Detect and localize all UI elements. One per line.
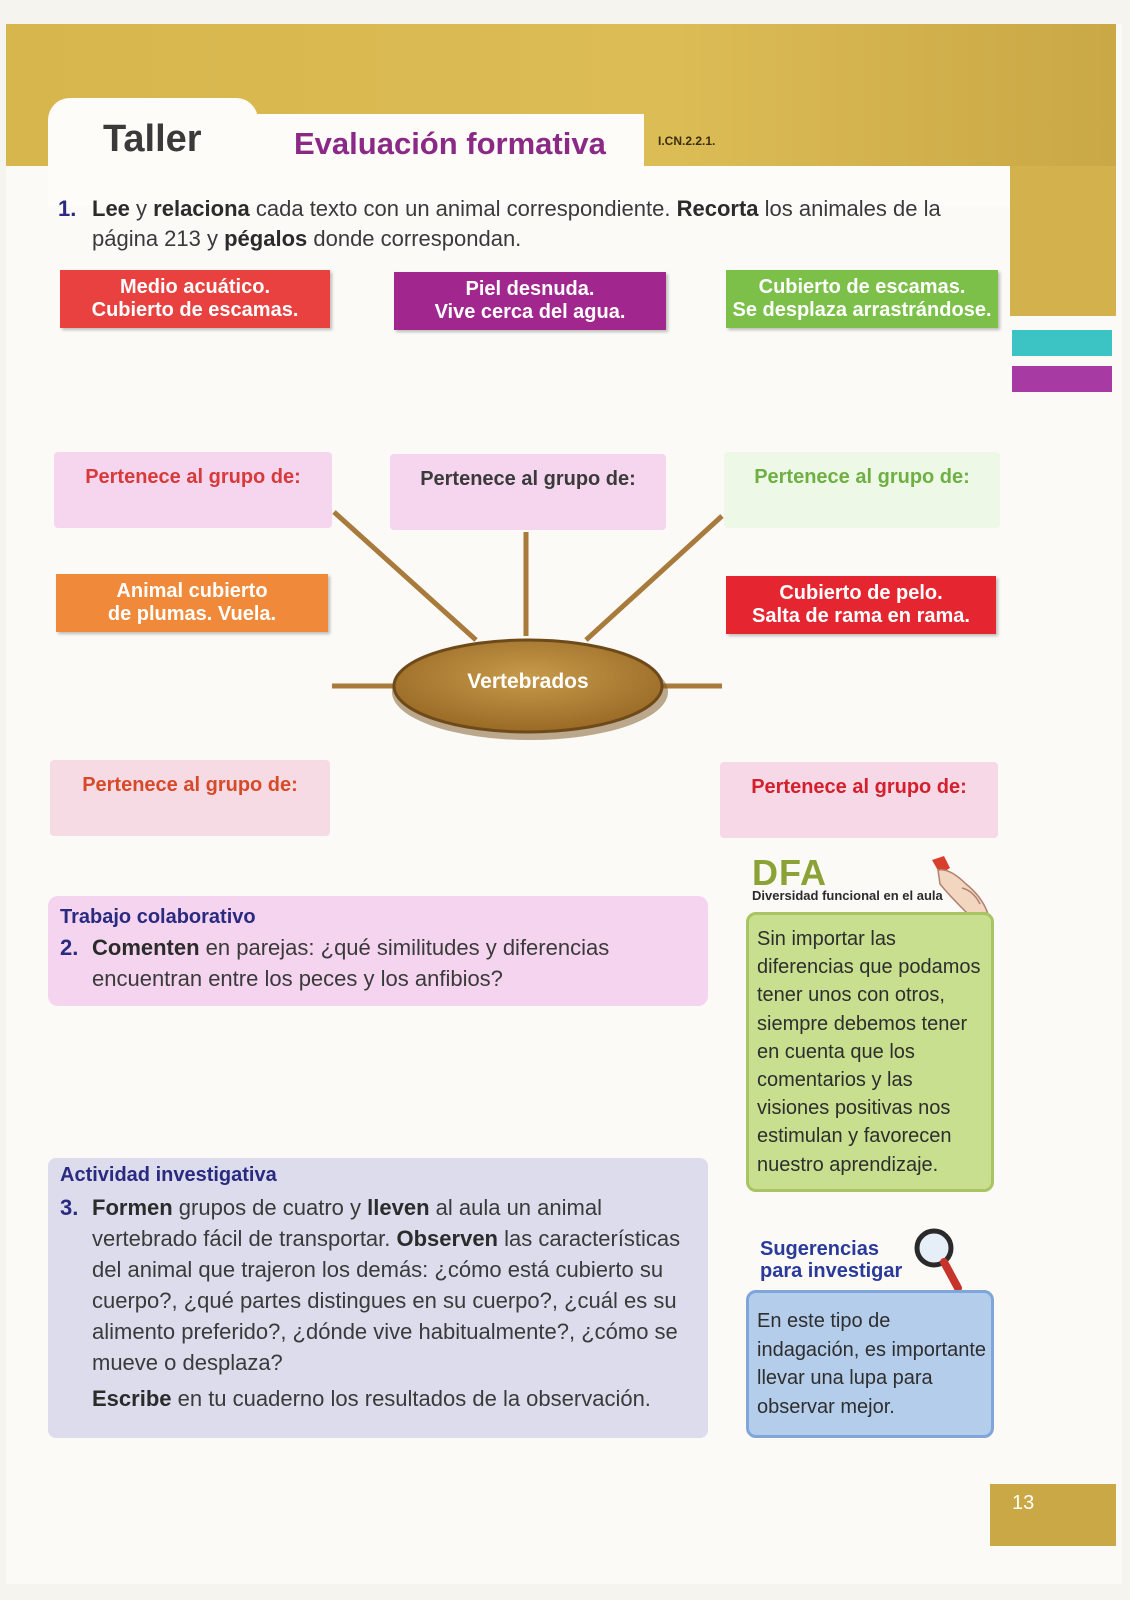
clue-mammal-line2: Salta de rama en rama. [752, 605, 970, 627]
q3-text-b: al aula un animal vertebrado fácil de transportar. [92, 1195, 602, 1251]
q3-verb-observen: Observen [396, 1226, 498, 1251]
q1-text-b: cada texto con un animal correspondiente. [249, 196, 677, 221]
clue-amphibian [394, 272, 666, 330]
q3-verb-lleven: lleven [367, 1195, 430, 1220]
group-label-fish: Pertenece al grupo de: [85, 466, 301, 488]
question-2-number: 2. [60, 935, 79, 960]
group-box-bird[interactable] [50, 760, 330, 836]
clue-fish-line1: Medio acuático. [119, 276, 271, 298]
clue-amphibian-line2: Vive cerca del agua. [434, 301, 626, 323]
page-number-tab [990, 1484, 1116, 1546]
q1-verb-pegalos: pégalos [224, 226, 308, 251]
group-box-fish[interactable] [54, 452, 332, 528]
group-label-mammal: Pertenece al grupo de: [751, 776, 967, 798]
section-title: Evaluación formativa [294, 126, 606, 161]
dfa-title: DFA [752, 852, 827, 893]
clue-fish-line2: Cubierto de escamas. [91, 299, 299, 321]
clue-bird [56, 574, 328, 632]
q3-text-c: las características del animal que trajeron los demás: ¿cómo está cubierto su cuerpo?, ¿qué partes distingues en su cuerpo?, ¿cuál es su alimento preferido?, ¿dónde vive habitualmente?, ¿cómo se mueve o desplaza? [92, 1226, 681, 1375]
dfa-text: Sin importar las diferencias que podamos tener unos con otros, siempre debemos tener en cuenta que los comentarios y las visiones positivas nos estimulan y favorecen nuestro aprendizaje. [757, 928, 981, 1176]
group-label-amphibian: Pertenece al grupo de: [420, 468, 636, 490]
clue-bird-line1: Animal cubierto [116, 580, 268, 602]
tab-taller-label: Taller [103, 118, 202, 160]
q3-verb-formen: Formen [92, 1195, 173, 1220]
question-3 [60, 1192, 700, 1378]
suggestions-title-line2: para investigar [760, 1260, 903, 1282]
clue-reptile [726, 270, 998, 328]
connector-line-top-right [586, 516, 722, 640]
dfa-subtitle: Diversidad funcional en el aula [752, 888, 943, 903]
page-number: 13 [1012, 1492, 1035, 1514]
clue-fish [60, 270, 330, 328]
dfa-box [746, 912, 994, 1192]
suggestions-box [746, 1290, 994, 1438]
question-3-write [92, 1386, 651, 1412]
indicator-code: I.CN.2.2.1. [658, 134, 716, 148]
magnifier-icon [910, 1226, 966, 1298]
clue-amphibian-line1: Piel desnuda. [465, 278, 595, 300]
investigative-box [48, 1158, 708, 1438]
group-box-amphibian[interactable] [390, 454, 666, 530]
suggestions-text: En este tipo de indagación, es importante llevar una lupa para observar mejor. [757, 1310, 987, 1418]
q1-text-d: donde correspondan. [307, 226, 522, 251]
group-box-mammal[interactable] [720, 762, 998, 838]
q1-verb-recorta: Recorta [676, 196, 759, 221]
clue-mammal-line1: Cubierto de pelo. [779, 582, 943, 604]
group-label-reptile: Pertenece al grupo de: [754, 466, 970, 488]
q1-text-a: y [129, 196, 154, 221]
q2-text: en parejas: ¿qué similitudes y diferencias encuentran entre los peces y los anfibios? [92, 935, 610, 991]
collaborative-title: Trabajo colaborativo [60, 906, 256, 928]
clue-reptile-line2: Se desplaza arrastrándose. [732, 299, 992, 321]
question-2-text [60, 932, 680, 994]
collaborative-box [48, 896, 708, 1006]
clue-reptile-line1: Cubierto de escamas. [758, 276, 966, 298]
q3-write-text: en tu cuaderno los resultados de la observación. [171, 1386, 651, 1411]
question-3-text [60, 1192, 700, 1378]
hub-label: Vertebrados [467, 670, 589, 693]
q2-verb: Comenten [92, 935, 200, 960]
suggestions-title [760, 1238, 902, 1282]
q1-verb-lee: Lee [92, 196, 130, 221]
connector-line-top-left [334, 512, 476, 640]
group-box-reptile[interactable] [724, 452, 1000, 528]
q3-verb-escribe: Escribe [92, 1386, 172, 1411]
question-1-number: 1. [58, 196, 77, 221]
question-3-number: 3. [60, 1195, 79, 1220]
q1-text-c: los animales de la página 213 y [92, 196, 941, 251]
suggestions-title-line1: Sugerencias [760, 1238, 879, 1260]
question-2 [60, 932, 680, 994]
q3-text-a: grupos de cuatro y [172, 1195, 368, 1220]
clue-mammal [726, 576, 996, 634]
investigative-title: Actividad investigativa [60, 1164, 277, 1186]
group-label-bird: Pertenece al grupo de: [82, 774, 298, 796]
q1-verb-relaciona: relaciona [153, 196, 250, 221]
clue-bird-line2: de plumas. Vuela. [107, 603, 277, 625]
